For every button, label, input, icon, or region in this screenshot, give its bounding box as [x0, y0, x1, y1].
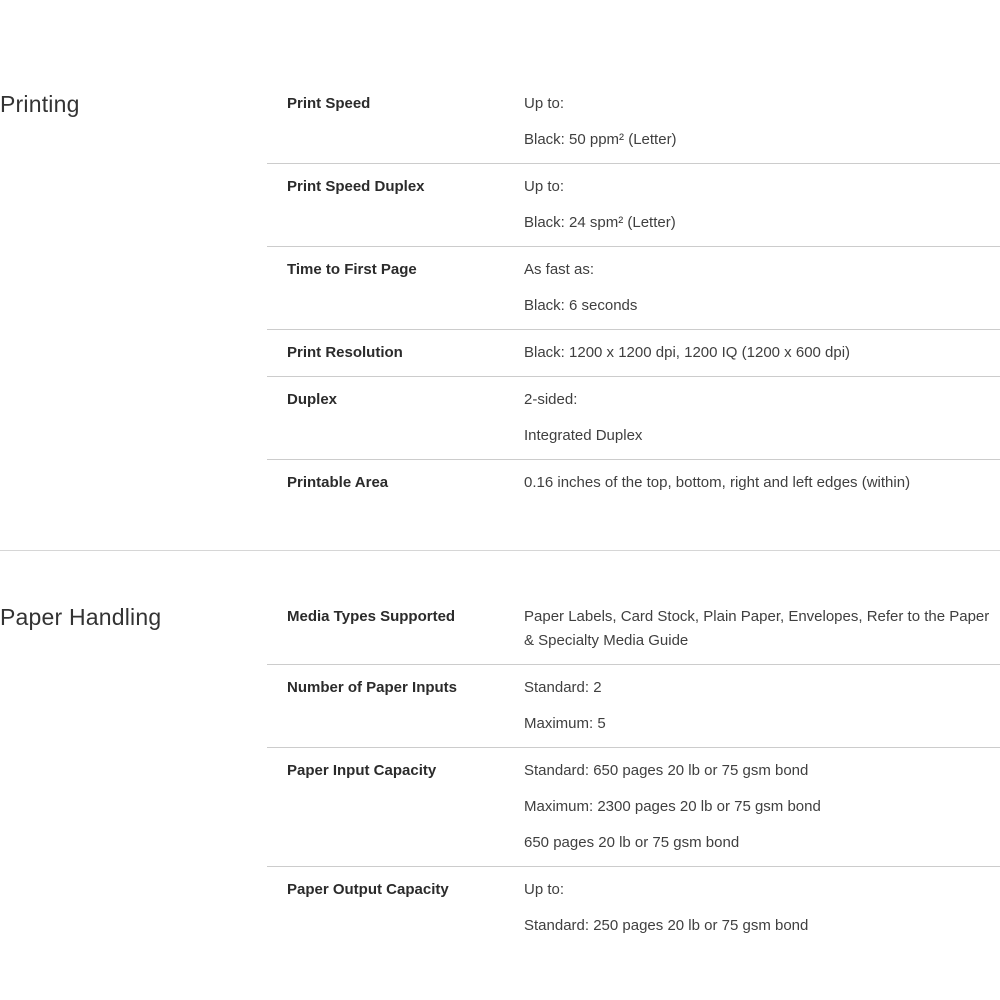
spec-value-line: Black: 6 seconds [524, 297, 638, 314]
section-divider [0, 550, 1000, 551]
spec-row-label: Print Speed Duplex [287, 178, 425, 195]
spec-row-label: Duplex [287, 391, 338, 408]
spec-section-printing [0, 81, 1000, 506]
spec-section-paper-handling [0, 594, 1000, 949]
spec-row [267, 81, 1000, 164]
spec-value-line: 0.16 inches of the top, bottom, right and left edges (within) [524, 474, 911, 491]
spec-row-label: Media Types Supported [287, 608, 456, 625]
spec-value-line: Maximum: 2300 pages 20 lb or 75 gsm bond [524, 798, 821, 815]
spec-row [267, 377, 1000, 460]
spec-row [267, 748, 1000, 867]
spec-row [267, 247, 1000, 330]
spec-value-line: Black: 50 ppm² (Letter) [524, 131, 677, 148]
spec-row-label: Time to First Page [287, 261, 417, 278]
spec-row-value [524, 388, 996, 448]
spec-row-label: Printable Area [287, 474, 389, 491]
section-heading: Printing [0, 91, 80, 117]
spec-value-line: Black: 24 spm² (Letter) [524, 214, 676, 231]
spec-value-line: Paper Labels, Card Stock, Plain Paper, Envelopes, Refer to the Paper & Specialty Media Guide [524, 608, 990, 649]
spec-row-label: Print Resolution [287, 344, 403, 361]
spec-value-line: Standard: 2 [524, 679, 602, 696]
spec-row-value [524, 676, 996, 736]
spec-row [267, 867, 1000, 949]
spec-value-line: Up to: [524, 95, 565, 112]
spec-row-label: Paper Input Capacity [287, 762, 437, 779]
spec-row-value [524, 605, 996, 653]
spec-row-value [524, 759, 996, 855]
spec-table [267, 81, 1000, 506]
spec-row [267, 330, 1000, 377]
spec-value-line: Black: 1200 x 1200 dpi, 1200 IQ (1200 x 600 dpi) [524, 344, 851, 361]
spec-value-line: Maximum: 5 [524, 715, 606, 732]
spec-value-line: Standard: 250 pages 20 lb or 75 gsm bond [524, 917, 809, 934]
spec-row-value [524, 341, 996, 365]
spec-row-value [524, 258, 996, 318]
spec-row-label: Number of Paper Inputs [287, 679, 458, 696]
spec-value-line: Integrated Duplex [524, 427, 643, 444]
spec-row-value [524, 471, 996, 495]
spec-row-label: Paper Output Capacity [287, 881, 449, 898]
spec-value-line: 2-sided: [524, 391, 578, 408]
spec-value-line: 650 pages 20 lb or 75 gsm bond [524, 834, 740, 851]
spec-value-line: Up to: [524, 178, 565, 195]
spec-row [267, 594, 1000, 665]
spec-table [267, 594, 1000, 949]
section-heading: Paper Handling [0, 604, 162, 630]
spec-row-label: Print Speed [287, 95, 371, 112]
spec-value-line: As fast as: [524, 261, 595, 278]
spec-row-value [524, 175, 996, 235]
spec-row-value [524, 878, 996, 938]
spec-row [267, 460, 1000, 506]
spec-row [267, 164, 1000, 247]
spec-value-line: Up to: [524, 881, 565, 898]
spec-value-line: Standard: 650 pages 20 lb or 75 gsm bond [524, 762, 809, 779]
spec-row-value [524, 92, 996, 152]
spec-row [267, 665, 1000, 748]
